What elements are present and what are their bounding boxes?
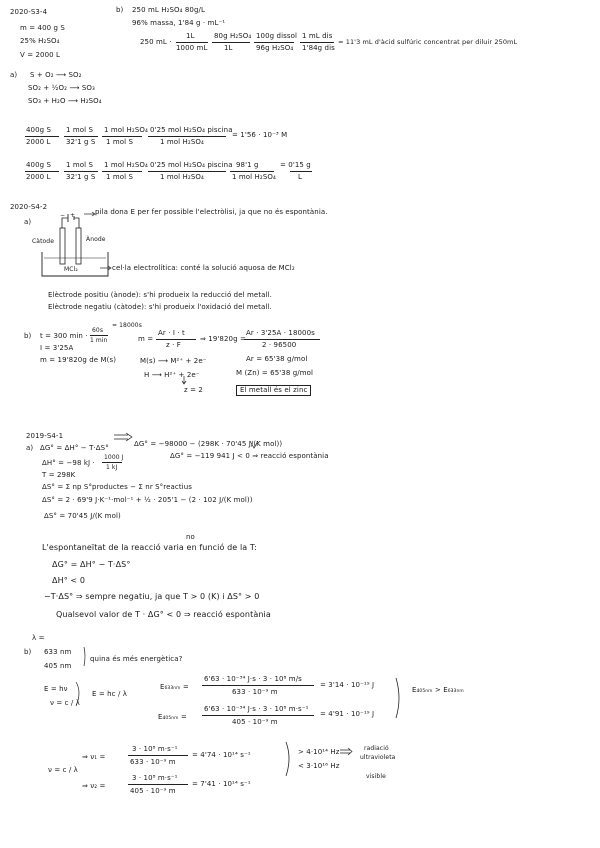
fraction-denominator: 405 · 10⁻⁹ m [130,787,176,795]
fraction-denominator: 1000 mL [176,44,208,52]
given-time: t = 300 min · [40,332,88,340]
exercise-title: 2020-S3-4 [10,8,48,16]
enthalpy-sign: ΔH° < 0 [52,576,86,585]
fraction-denominator: 2 · 96500 [262,341,297,349]
fraction-numerator: 400g S [26,126,52,134]
temperature: T = 298K [42,471,76,479]
result: = 1'56 · 10⁻³ M [232,131,288,139]
fraction-numerator: 1 mol H₂SO₄ [104,161,148,169]
fraction-numerator: 400g S [26,161,52,169]
result: = 11'3 mL d'àcid sulfúric concentrat per diluir 250mL [338,38,518,46]
result: = 0'15 g [280,161,311,169]
equation: ν = c / λ [50,699,80,707]
fraction-numerator: 3 · 10⁸ m·s⁻¹ [132,745,178,753]
energy-result: = 4'91 · 10⁻¹⁹ J [320,710,375,718]
threshold: > 4·10¹⁴ Hz [298,748,340,756]
substitution: ⇒ 19'820g = [200,335,246,343]
comparison: E₄₀₅ₙₘ > E₆₃₃ₙₘ [412,686,464,694]
equation: E = hc / λ [92,690,127,698]
fraction-denominator: 633 · 10⁻⁹ m [130,758,176,766]
fraction-numerator: 0'25 mol H₂SO₄ piscina [150,161,233,169]
fraction-denominator: 2000 L [26,173,51,181]
given-line: 96% massa, 1'84 g · mL⁻¹ [132,19,226,27]
wavelength: 405 nm [44,662,72,670]
fraction-denominator: 405 · 10⁻⁹ m [232,718,278,726]
calculation: ΔG° = −119 941 J < 0 ⇒ reacció espontània [170,452,329,460]
fraction-numerator: 6'63 · 10⁻³⁴ J·s · 3 · 10⁸ m·s⁻¹ [204,705,309,713]
equation: ΔG° = ΔH° − T·ΔS° [40,444,109,452]
atomic-mass: Ar = 65'38 g/mol [246,355,308,363]
exercise-title: 2020-S4-2 [10,203,48,211]
molar-mass: M (Zn) = 65'38 g/mol [236,369,314,377]
fraction-denominator: 1 mol H₂SO₄ [232,173,276,181]
statement: L'espontaneïtat de la reacció varia en funció de la T: [42,543,257,552]
electrode-negative: Elèctrode negatiu (càtode): s'hi produeix l'oxidació del metall. [48,303,272,311]
energy-label: E₄₀₅ₙₘ = [158,713,187,721]
given-mass: m = 19'820g de M(s) [40,356,117,364]
fraction-numerator: 1000 J [104,454,124,461]
half-reaction: M(s) ⟶ M²⁺ + 2e⁻ [140,357,207,365]
charge: z = 2 [184,386,203,394]
part-label: b) [116,6,124,14]
result: = 18000s [112,322,142,329]
wavelength: 633 nm [44,648,72,656]
equation: E = hν [44,685,68,693]
equation: ΔG° = ΔH° − T·ΔS° [52,560,131,569]
given-percent: 25% H₂SO₄ [20,37,60,45]
entropy-calc: ΔS° = 2 · 69'9 J·K⁻¹·mol⁻¹ + ½ · 205'1 − (2 · 102 J/(K mol)) [42,496,253,504]
given-volume: V = 2000 L [20,51,61,59]
fraction-denominator: 1 mol S [106,173,134,181]
fraction-numerator: 1 mol S [66,161,94,169]
fraction-denominator: 32'1 g S [66,173,96,181]
reaction-line: SO₃ + H₂O ⟶ H₂SO₄ [28,97,102,105]
radiation-type: radiació [364,745,389,752]
equation: ν = c / λ [48,766,78,774]
fraction-denominator: 1L [224,44,233,52]
annotation: no [186,533,195,541]
threshold: < 3·10¹⁶ Hz [298,762,340,770]
part-label: b) [24,648,32,656]
reaction-line: S + O₂ ⟶ SO₂ [30,71,82,79]
fraction-denominator: 1 mol H₂SO₄ [160,173,204,181]
lambda-label: λ = [32,634,45,642]
fraction-denominator: 32'1 g S [66,138,96,146]
energy-result: = 3'14 · 10⁻¹⁹ J [320,681,375,689]
fraction-numerator: Ar · I · t [158,329,185,337]
exercise-title: 2019-S4-1 [26,432,64,440]
fraction-numerator: Ar · 3'25A · 18000s [246,329,315,337]
energy-label: E₆₃₃ₙₘ = [160,683,189,691]
annotation: pila dona E per fer possible l'electròlisi, ja que no és espontània. [95,208,328,216]
solution-label: MCl₂ [64,266,78,273]
fraction-denominator: 2000 L [26,138,51,146]
radiation-type: ultravioleta [360,754,396,761]
part-label: a) [24,218,32,226]
fraction-numerator: 3 · 10⁸ m·s⁻¹ [132,774,178,782]
fraction-numerator: 1 mL dis [302,32,333,40]
statement: Qualsevol valor de T · ΔG° < 0 ⇒ reacció espontània [56,610,271,619]
frequency-result: = 4'74 · 10¹⁴ s⁻¹ [192,751,251,759]
conclusion-box: El metall és el zinc [236,385,311,396]
given-mass: m = 400 g S [20,24,65,32]
fraction-denominator: 1'84g dis [302,44,335,52]
question: quina és més energètica? [90,655,183,663]
fraction-denominator: 1 min [90,337,108,344]
frequency-result: = 7'41 · 10¹⁴ s⁻¹ [192,780,251,788]
fraction-denominator: z · F [166,341,181,349]
part-label: b) [24,332,32,340]
entropy-result: ΔS° = 70'45 J/(K mol) [44,512,121,520]
anode-label: Ànode [86,236,106,243]
fraction-numerator: 0'25 mol H₂SO₄ piscina [150,126,233,134]
result-unit: L [298,173,302,181]
given-line: 250 mL H₂SO₄ 80g/L [132,6,205,14]
fraction-numerator: 1 mol H₂SO₄ [104,126,148,134]
part-label: a) [10,71,18,79]
cathode-label: Càtode [32,238,54,245]
radiation-type: visible [366,773,386,780]
calc-start: 250 mL · [140,38,172,46]
fraction-numerator: 1 mol S [66,126,94,134]
part-label: a) [26,444,34,452]
fraction-denominator: 96g H₂SO₄ [256,44,294,52]
enthalpy: ΔH° = −98 kJ · [42,459,95,467]
fraction-denominator: 1 kJ [106,464,118,471]
half-reaction: H ⟶ H²⁺ + 2e⁻ [144,371,200,379]
reaction-line: SO₂ + ½O₂ ⟶ SO₃ [28,84,95,92]
formula: m = [138,335,154,343]
statement: −T·ΔS° ⇒ sempre negatiu, ja que T > 0 (K) i ΔS° > 0 [44,592,260,601]
electrode-positive: Elèctrode positiu (ànode): s'hi produeix la reducció del metall. [48,291,272,299]
calculation: ΔG° = −98000 − (298K · 70'45 J/(K mol)) [134,440,283,448]
annotation: cel·la electrolítica: conté la solució aquosa de MCl₂ [112,264,295,272]
fraction-denominator: 1 mol S [106,138,134,146]
frequency-label: ⇒ ν₂ = [82,782,106,790]
given-current: I = 3'25A [40,344,74,352]
minus-sign: − [60,212,66,219]
fraction-numerator: 80g H₂SO₄ [214,32,252,40]
fraction-numerator: 100g dissol [256,32,298,40]
fraction-numerator: 98'1 g [236,161,259,169]
fraction-denominator: 1 mol H₂SO₄ [160,138,204,146]
plus-sign: + [70,212,76,219]
fraction-numerator: 1L [186,32,195,40]
entropy-definition: ΔS° = Σ np S°productes − Σ nr S°reactius [42,483,193,491]
fraction-denominator: 633 · 10⁻⁹ m [232,688,278,696]
fraction-numerator: 6'63 · 10⁻³⁴ J·s · 3 · 10⁸ m/s [204,675,302,683]
fraction-numerator: 60s [92,327,104,334]
frequency-label: ⇒ ν₁ = [82,753,106,761]
